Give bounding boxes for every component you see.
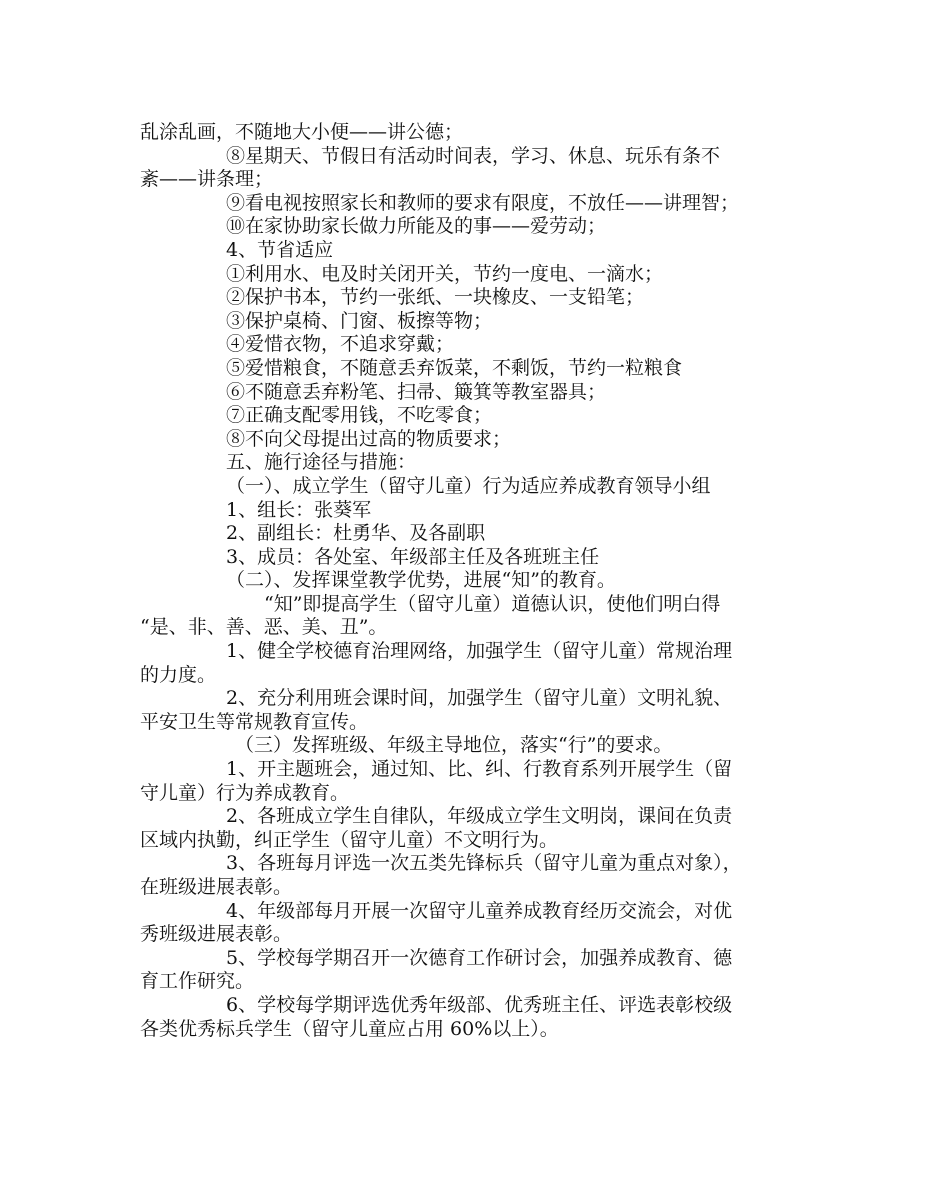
text-line: 紊——讲条理； xyxy=(140,168,274,191)
text-line: 6、学校每学期评选优秀年级部、优秀班主任、评选表彰校级 xyxy=(226,993,733,1016)
text-line: 4、年级部每月开展一次留守儿童养成教育经历交流会，对优 xyxy=(226,899,733,922)
text-line: 平安卫生等常规教育宣传。 xyxy=(140,710,369,733)
text-line: ⑧不向父母提出过高的物质要求； xyxy=(226,427,512,450)
text-line: 3、成员：各处室、年级部主任及各班班主任 xyxy=(226,545,600,568)
text-line: ⑩在家协助家长做力所能及的事——爱劳动； xyxy=(226,215,607,238)
text-line: 在班级进展表彰。 xyxy=(140,876,293,898)
text-line: 1、组长：张葵军 xyxy=(226,498,372,521)
text-line: ⑤爱惜粮食，不随意丢弃饭菜，不剩饭，节约一粒粮食 xyxy=(226,356,683,379)
section-heading: 4、节省适应 xyxy=(226,238,334,261)
text-line: 3、各班每月评选一次五类先锋标兵（留守儿童为重点对象）， xyxy=(226,852,742,875)
text-line: 1、健全学校德育治理网络，加强学生（留守儿童）常规治理 xyxy=(226,640,733,663)
text-line: 各类优秀标兵学生（留守儿童应占用 60%以上）。 xyxy=(140,1017,559,1040)
text-line: 区域内执勤，纠正学生（留守儿童）不文明行为。 xyxy=(140,828,559,851)
text-line: ③保护桌椅、门窗、板擦等物； xyxy=(226,309,493,332)
document-body xyxy=(140,121,812,1041)
text-line: 守儿童）行为养成教育。 xyxy=(140,781,350,804)
text-line: “是、非、善、恶、美、丑”。 xyxy=(140,616,388,639)
text-line: 育工作研究。 xyxy=(140,970,255,993)
text-line: ⑧星期天、节假日有活动时间表，学习、休息、玩乐有条不 xyxy=(226,144,721,167)
text-line: ⑥不随意丢弃粉笔、扫帚、簸箕等教室器具； xyxy=(226,380,607,403)
text-line: ①利用水、电及时关闭开关，节约一度电、一滴水； xyxy=(226,262,664,285)
text-line: 的力度。 xyxy=(140,663,217,686)
text-line: 2、副组长：杜勇华、及各副职 xyxy=(226,522,486,545)
text-line: ④爱惜衣物，不追求穿戴； xyxy=(226,333,455,356)
text-line: ②保护书本，节约一张纸、一块橡皮、一支铅笔； xyxy=(226,286,645,309)
section-heading: 五、施行途径与措施： xyxy=(226,451,417,474)
text-line: 乱涂乱画，不随地大小便——讲公德； xyxy=(140,121,464,143)
text-line: 2、充分利用班会课时间，加强学生（留守儿童）文明礼貌、 xyxy=(226,687,733,710)
text-line: ⑨看电视按照家长和教师的要求有限度，不放任——讲理智； xyxy=(226,191,740,214)
text-line: 5、学校每学期召开一次德育工作研讨会，加强养成教育、德 xyxy=(226,946,733,969)
text-line: 秀班级进展表彰。 xyxy=(140,923,293,946)
subsection-heading: （二）、发挥课堂教学优势，进展“知”的教育。 xyxy=(226,569,616,592)
subsection-heading: （一）、成立学生（留守儿童）行为适应养成教育领导小组 xyxy=(226,474,711,497)
text-line: 2、各班成立学生自律队，年级成立学生文明岗，课间在负责 xyxy=(226,805,733,828)
text-line: 1、开主题班会，通过知、比、纠、行教育系列开展学生（留 xyxy=(226,758,733,781)
text-line: “知”即提高学生（留守儿童）道德认识，使他们明白得 xyxy=(264,592,721,615)
subsection-heading: （三）发挥班级、年级主导地位，落实“行”的要求。 xyxy=(235,734,673,757)
text-line: ⑦正确支配零用钱，不吃零食； xyxy=(226,404,493,427)
